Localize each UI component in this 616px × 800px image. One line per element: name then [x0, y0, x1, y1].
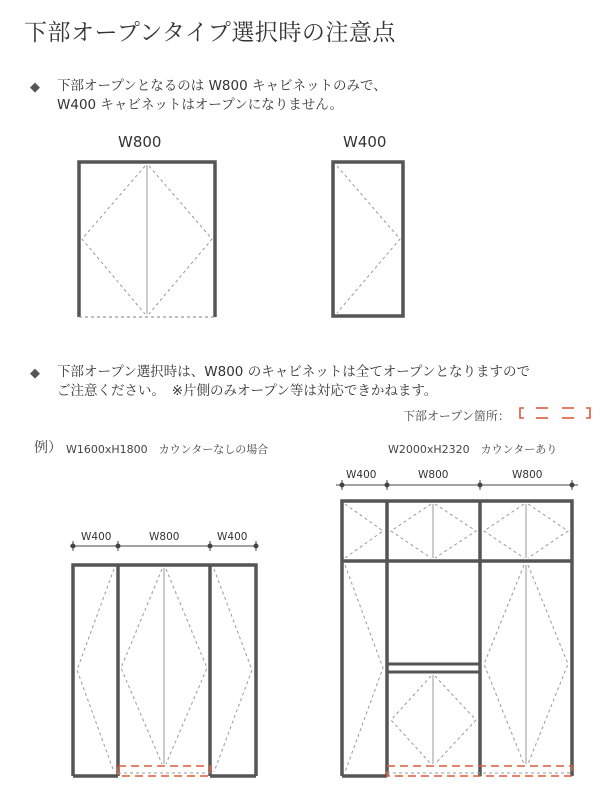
example-prefix: 例） — [34, 440, 62, 456]
top-cabinet-w800 — [79, 162, 215, 317]
page-title: 下部オープンタイプ選択時の注意点 — [24, 20, 396, 46]
label-w400: W400 — [343, 133, 387, 151]
dim-label: W800 — [512, 469, 543, 481]
note1-line2: W400 キャビネットはオープンになりません。 — [57, 97, 344, 113]
left-dimension-line — [70, 541, 258, 551]
note1-line1: 下部オープンとなるのは W800 キャビネットのみで、 — [57, 78, 387, 94]
bullet-icon: ◆ — [30, 366, 40, 381]
dim-label: W400 — [217, 531, 248, 543]
dim-label: W800 — [149, 531, 180, 543]
note2-line2: ご注意ください。 ※片側のみオープン等は対応できかねます。 — [57, 383, 438, 399]
example-right-caption: W2000xH2320 カウンターあり — [388, 443, 558, 456]
dim-label: W400 — [346, 469, 377, 481]
right-example-cabinets — [342, 501, 572, 776]
legend-open-marker — [520, 408, 590, 418]
label-w800: W800 — [118, 133, 162, 151]
legend-label: 下部オープン箇所： — [403, 409, 510, 423]
dim-label: W800 — [418, 469, 449, 481]
top-cabinet-w400 — [333, 162, 403, 316]
note2-line1: 下部オープン選択時は、W800 のキャビネットは全てオープンとなりますので — [57, 364, 530, 380]
left-example-cabinets — [73, 565, 256, 776]
dim-label: W400 — [81, 531, 112, 543]
bullet-icon: ◆ — [30, 80, 40, 95]
right-dimension-line — [336, 480, 578, 490]
example-left-caption: W1600xH1800 カウンターなしの場合 — [66, 443, 269, 456]
